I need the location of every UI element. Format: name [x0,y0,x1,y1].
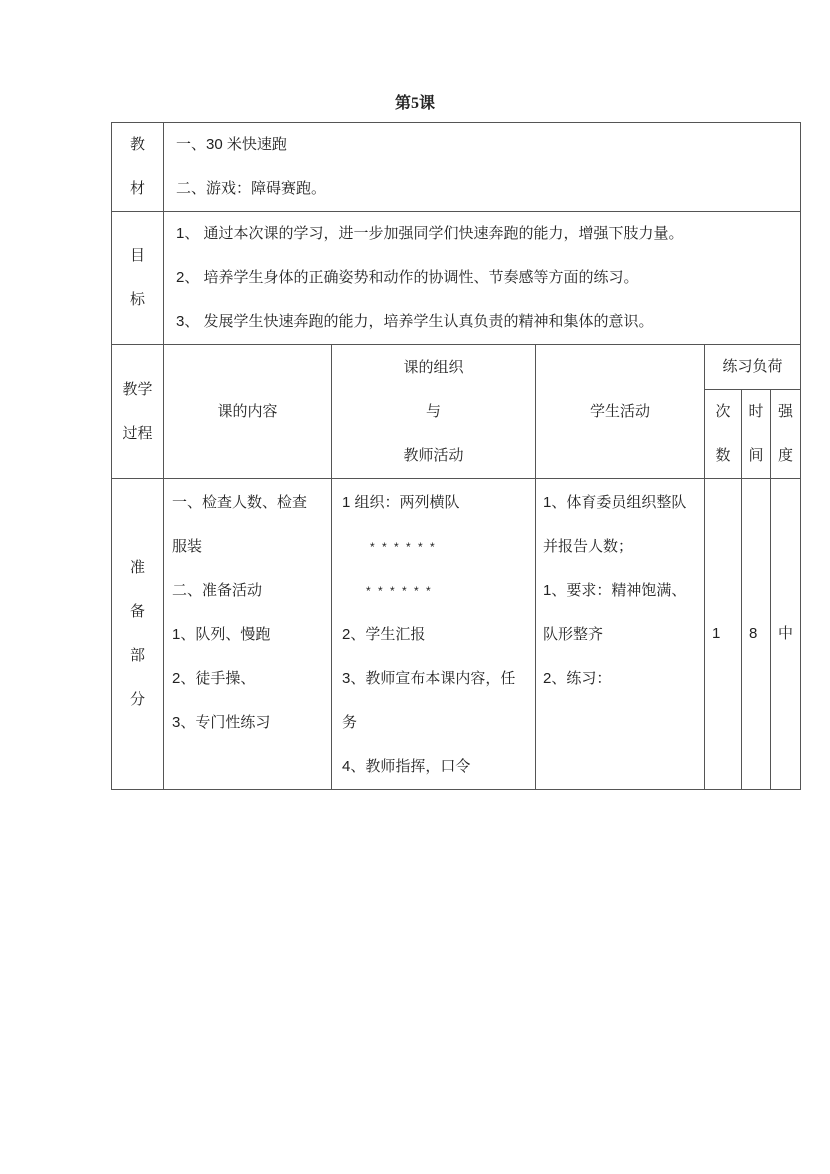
materials-content: 一、30 米快速跑 二、游戏：障碍赛跑。 [164,123,801,212]
prep-student: 1、体育委员组织整队 并报告人数； 1、要求：精神饱满、 队形整齐 2、练习： [536,479,705,790]
prep-content: 一、检查人数、检查 服装 二、准备活动 1、队列、慢跑 2、徒手操、 3、专门性练习 [164,479,332,790]
goals-label: 目 标 [112,212,164,345]
prep-count: 1 [705,479,742,790]
prep-organization: 1 组织：两列横队 * * * * * * * * * * * * 2、学生汇报 3、教师宣布本课内容，任 务 4、教师指挥，口令 [332,479,536,790]
prep-label: 准 备 部 分 [112,479,164,790]
header-organization: 课的组织 与 教师活动 [332,345,536,479]
prep-intensity: 中 [771,479,801,790]
header-process: 教学 过程 [112,345,164,479]
materials-row [112,123,801,212]
goals-content: 1、 通过本次课的学习，进一步加强同学们快速奔跑的能力，增强下肢力量。 2、 培养学生身体的正确姿势和动作的协调性、节奏感等方面的练习。 3、 发展学生快速奔跑的能力，培养学生认真负责的精神和集体的意识。 [164,212,801,345]
lesson-plan-table [111,122,801,790]
header-content: 课的内容 [164,345,332,479]
page-title: 第5课 [394,95,435,112]
header-count: 次 数 [705,390,742,479]
header-load: 练习负荷 [705,345,801,390]
header-student: 学生活动 [536,345,705,479]
header-intensity: 强 度 [771,390,801,479]
header-row [112,345,801,390]
prep-time: 8 [742,479,771,790]
header-time: 时 间 [742,390,771,479]
materials-label: 教 材 [112,123,164,212]
goals-row [112,212,801,345]
prep-row [112,479,801,790]
